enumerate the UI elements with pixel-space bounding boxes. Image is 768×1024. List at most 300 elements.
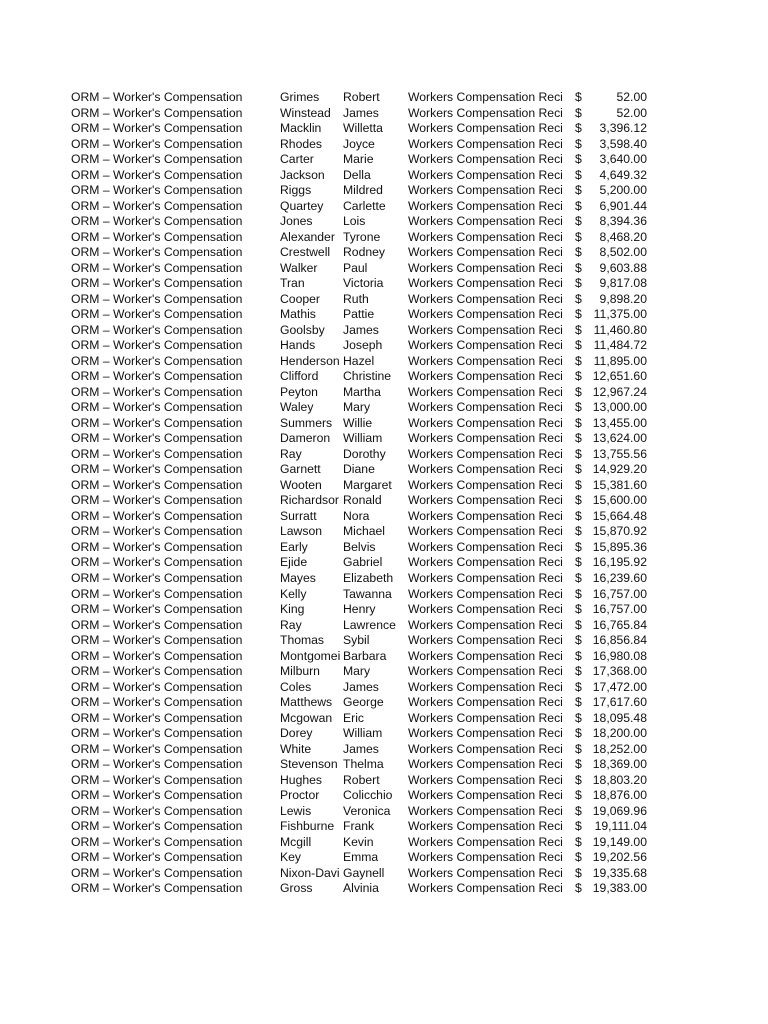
table-row	[71, 649, 661, 665]
first-name-cell: Pattie	[343, 307, 375, 322]
department-cell: ORM – Worker's Compensation	[71, 819, 243, 834]
department-cell: ORM – Worker's Compensation	[71, 276, 243, 291]
first-name-cell: Hazel	[343, 353, 375, 368]
last-name-cell: Ejide	[280, 555, 308, 570]
department-cell: ORM – Worker's Compensation	[71, 570, 243, 585]
payment-type-cell: Workers Compensation Reci	[408, 229, 563, 244]
payment-type-cell: Workers Compensation Reci	[408, 617, 563, 632]
last-name-cell: Waley	[280, 400, 314, 415]
last-name-cell: Clifford	[280, 369, 319, 384]
payment-type-cell: Workers Compensation Reci	[408, 198, 563, 213]
currency-symbol-cell: $	[575, 198, 582, 213]
table-row	[71, 152, 661, 168]
amount-cell: 16,757.00	[592, 602, 647, 617]
currency-symbol-cell: $	[575, 90, 582, 104]
department-cell: ORM – Worker's Compensation	[71, 291, 243, 306]
currency-symbol-cell: $	[575, 462, 582, 477]
amount-cell: 18,369.00	[592, 757, 647, 772]
table-row	[71, 664, 661, 680]
first-name-cell: Lawrence	[343, 617, 396, 632]
currency-symbol-cell: $	[575, 307, 582, 322]
payment-type-cell: Workers Compensation Reci	[408, 726, 563, 741]
currency-symbol-cell: $	[575, 353, 582, 368]
currency-symbol-cell: $	[575, 214, 582, 229]
last-name-cell: Henderson	[280, 353, 340, 368]
currency-symbol-cell: $	[575, 539, 582, 554]
table-row	[71, 711, 661, 727]
last-name-cell: Mcgill	[280, 834, 312, 849]
currency-symbol-cell: $	[575, 508, 582, 523]
amount-cell: 18,095.48	[592, 710, 647, 725]
currency-symbol-cell: $	[575, 772, 582, 787]
last-name-cell: Crestwell	[280, 245, 331, 260]
table-row	[71, 447, 661, 463]
department-cell: ORM – Worker's Compensation	[71, 105, 243, 120]
department-cell: ORM – Worker's Compensation	[71, 664, 243, 679]
amount-cell: 16,239.60	[592, 570, 647, 585]
amount-cell: 11,375.00	[593, 307, 647, 322]
table-row	[71, 199, 661, 215]
amount-cell: 16,856.84	[592, 633, 647, 648]
payment-type-cell: Workers Compensation Reci	[408, 183, 563, 198]
department-cell: ORM – Worker's Compensation	[71, 245, 243, 260]
currency-symbol-cell: $	[575, 850, 582, 865]
first-name-cell: Tawanna	[343, 586, 392, 601]
table-row	[71, 385, 661, 401]
first-name-cell: Mildred	[343, 183, 383, 198]
department-cell: ORM – Worker's Compensation	[71, 198, 243, 213]
amount-cell: 3,598.40	[599, 136, 647, 151]
currency-symbol-cell: $	[575, 384, 582, 399]
amount-cell: 13,624.00	[592, 431, 647, 446]
first-name-cell: Nora	[343, 508, 370, 523]
first-name-cell: James	[343, 322, 379, 337]
department-cell: ORM – Worker's Compensation	[71, 850, 243, 865]
first-name-cell: Della	[343, 167, 371, 182]
table-row	[71, 214, 661, 230]
first-name-cell: Carlette	[343, 198, 386, 213]
department-cell: ORM – Worker's Compensation	[71, 803, 243, 818]
amount-cell: 3,640.00	[599, 152, 647, 167]
department-cell: ORM – Worker's Compensation	[71, 741, 243, 756]
table-row	[71, 633, 661, 649]
last-name-cell: Dorey	[280, 726, 313, 741]
department-cell: ORM – Worker's Compensation	[71, 183, 243, 198]
first-name-cell: Mary	[343, 664, 371, 679]
department-cell: ORM – Worker's Compensation	[71, 772, 243, 787]
amount-cell: 15,381.60	[592, 477, 647, 492]
table-row	[71, 695, 661, 711]
department-cell: ORM – Worker's Compensation	[71, 384, 243, 399]
last-name-cell: Lewis	[280, 803, 312, 818]
last-name-cell: Jones	[280, 214, 313, 229]
last-name-cell: Key	[280, 850, 302, 865]
amount-cell: 18,200.00	[592, 726, 647, 741]
department-cell: ORM – Worker's Compensation	[71, 493, 243, 508]
amount-cell: 12,651.60	[592, 369, 647, 384]
data-table	[71, 90, 661, 897]
currency-symbol-cell: $	[575, 276, 582, 291]
last-name-cell: Hughes	[280, 772, 323, 787]
first-name-cell: Lois	[343, 214, 366, 229]
department-cell: ORM – Worker's Compensation	[71, 477, 243, 492]
amount-cell: 11,460.80	[593, 322, 647, 337]
payment-type-cell: Workers Compensation Reci	[408, 555, 563, 570]
payment-type-cell: Workers Compensation Reci	[408, 90, 563, 104]
payment-type-cell: Workers Compensation Reci	[408, 400, 563, 415]
payment-type-cell: Workers Compensation Reci	[408, 788, 563, 803]
payment-type-cell: Workers Compensation Reci	[408, 322, 563, 337]
first-name-cell: Mary	[343, 400, 371, 415]
currency-symbol-cell: $	[575, 617, 582, 632]
last-name-cell: Stevenson	[280, 757, 338, 772]
table-row	[71, 245, 661, 261]
department-cell: ORM – Worker's Compensation	[71, 400, 243, 415]
first-name-cell: Barbara	[343, 648, 387, 663]
amount-cell: 15,895.36	[592, 539, 647, 554]
payment-type-cell: Workers Compensation Reci	[408, 431, 563, 446]
last-name-cell: Summers	[280, 415, 333, 430]
table-row	[71, 819, 661, 835]
amount-cell: 9,898.20	[599, 291, 647, 306]
last-name-cell: Nixon-Davi	[280, 865, 340, 880]
currency-symbol-cell: $	[575, 570, 582, 585]
payment-type-cell: Workers Compensation Reci	[408, 152, 563, 167]
first-name-cell: Victoria	[343, 276, 384, 291]
payment-type-cell: Workers Compensation Reci	[408, 508, 563, 523]
last-name-cell: Lawson	[280, 524, 323, 539]
last-name-cell: Jackson	[280, 167, 325, 182]
table-row	[71, 230, 661, 246]
table-row	[71, 773, 661, 789]
table-row	[71, 850, 661, 866]
payment-type-cell: Workers Compensation Reci	[408, 865, 563, 880]
payment-type-cell: Workers Compensation Reci	[408, 586, 563, 601]
department-cell: ORM – Worker's Compensation	[71, 710, 243, 725]
payment-type-cell: Workers Compensation Reci	[408, 105, 563, 120]
department-cell: ORM – Worker's Compensation	[71, 338, 243, 353]
amount-cell: 16,195.92	[592, 555, 647, 570]
last-name-cell: Hands	[280, 338, 316, 353]
payment-type-cell: Workers Compensation Reci	[408, 167, 563, 182]
department-cell: ORM – Worker's Compensation	[71, 648, 243, 663]
first-name-cell: Sybil	[343, 633, 370, 648]
last-name-cell: Kelly	[280, 586, 307, 601]
first-name-cell: Alvinia	[343, 881, 379, 896]
currency-symbol-cell: $	[575, 121, 582, 136]
payment-type-cell: Workers Compensation Reci	[408, 570, 563, 585]
department-cell: ORM – Worker's Compensation	[71, 136, 243, 151]
amount-cell: 19,383.00	[592, 881, 647, 896]
amount-cell: 15,600.00	[592, 493, 647, 508]
amount-cell: 17,617.60	[592, 695, 647, 710]
table-row	[71, 587, 661, 603]
first-name-cell: Willie	[343, 415, 373, 430]
amount-cell: 13,755.56	[592, 446, 647, 461]
currency-symbol-cell: $	[575, 493, 582, 508]
payment-type-cell: Workers Compensation Reci	[408, 446, 563, 461]
payment-type-cell: Workers Compensation Reci	[408, 524, 563, 539]
payment-type-cell: Workers Compensation Reci	[408, 384, 563, 399]
payment-type-cell: Workers Compensation Reci	[408, 664, 563, 679]
table-row	[71, 509, 661, 525]
last-name-cell: Ray	[280, 617, 302, 632]
payment-type-cell: Workers Compensation Reci	[408, 121, 563, 136]
amount-cell: 8,468.20	[599, 229, 647, 244]
table-row	[71, 866, 661, 882]
table-row	[71, 462, 661, 478]
currency-symbol-cell: $	[575, 400, 582, 415]
payment-type-cell: Workers Compensation Reci	[408, 741, 563, 756]
table-row	[71, 804, 661, 820]
table-row	[71, 137, 661, 153]
payment-type-cell: Workers Compensation Reci	[408, 850, 563, 865]
first-name-cell: Ruth	[343, 291, 369, 306]
department-cell: ORM – Worker's Compensation	[71, 602, 243, 617]
department-cell: ORM – Worker's Compensation	[71, 90, 243, 104]
first-name-cell: Veronica	[343, 803, 391, 818]
department-cell: ORM – Worker's Compensation	[71, 586, 243, 601]
first-name-cell: Thelma	[343, 757, 384, 772]
currency-symbol-cell: $	[575, 664, 582, 679]
table-row	[71, 540, 661, 556]
amount-cell: 19,111.04	[594, 819, 647, 834]
currency-symbol-cell: $	[575, 338, 582, 353]
amount-cell: 6,901.44	[599, 198, 647, 213]
amount-cell: 12,967.24	[592, 384, 647, 399]
first-name-cell: Martha	[343, 384, 381, 399]
amount-cell: 17,368.00	[592, 664, 647, 679]
last-name-cell: Thomas	[280, 633, 325, 648]
payment-type-cell: Workers Compensation Reci	[408, 276, 563, 291]
table-row	[71, 493, 661, 509]
first-name-cell: George	[343, 695, 384, 710]
currency-symbol-cell: $	[575, 105, 582, 120]
currency-symbol-cell: $	[575, 834, 582, 849]
currency-symbol-cell: $	[575, 136, 582, 151]
amount-cell: 19,069.96	[592, 803, 647, 818]
last-name-cell: Riggs	[280, 183, 312, 198]
last-name-cell: Gross	[280, 881, 313, 896]
payment-type-cell: Workers Compensation Reci	[408, 415, 563, 430]
last-name-cell: White	[280, 741, 312, 756]
currency-symbol-cell: $	[575, 291, 582, 306]
table-row	[71, 338, 661, 354]
last-name-cell: Garnett	[280, 462, 321, 477]
table-row	[71, 90, 661, 106]
table-row	[71, 121, 661, 137]
amount-cell: 9,817.08	[599, 276, 647, 291]
table-row	[71, 354, 661, 370]
table-row	[71, 307, 661, 323]
last-name-cell: Fishburne	[280, 819, 335, 834]
department-cell: ORM – Worker's Compensation	[71, 307, 243, 322]
first-name-cell: Joseph	[343, 338, 383, 353]
last-name-cell: Rhodes	[280, 136, 323, 151]
currency-symbol-cell: $	[575, 648, 582, 663]
last-name-cell: King	[280, 602, 305, 617]
table-row	[71, 106, 661, 122]
last-name-cell: Surratt	[280, 508, 317, 523]
amount-cell: 11,484.72	[593, 338, 647, 353]
amount-cell: 11,895.00	[593, 353, 647, 368]
department-cell: ORM – Worker's Compensation	[71, 539, 243, 554]
currency-symbol-cell: $	[575, 229, 582, 244]
amount-cell: 5,200.00	[599, 183, 647, 198]
payment-type-cell: Workers Compensation Reci	[408, 834, 563, 849]
payment-type-cell: Workers Compensation Reci	[408, 819, 563, 834]
table-row	[71, 168, 661, 184]
payment-type-cell: Workers Compensation Reci	[408, 477, 563, 492]
table-row	[71, 788, 661, 804]
department-cell: ORM – Worker's Compensation	[71, 462, 243, 477]
currency-symbol-cell: $	[575, 788, 582, 803]
last-name-cell: Quartey	[280, 198, 324, 213]
payment-type-cell: Workers Compensation Reci	[408, 136, 563, 151]
amount-cell: 18,876.00	[592, 788, 647, 803]
department-cell: ORM – Worker's Compensation	[71, 353, 243, 368]
last-name-cell: Milburn	[280, 664, 320, 679]
department-cell: ORM – Worker's Compensation	[71, 865, 243, 880]
department-cell: ORM – Worker's Compensation	[71, 431, 243, 446]
first-name-cell: Rodney	[343, 245, 386, 260]
currency-symbol-cell: $	[575, 803, 582, 818]
first-name-cell: Emma	[343, 850, 379, 865]
first-name-cell: William	[343, 726, 383, 741]
department-cell: ORM – Worker's Compensation	[71, 524, 243, 539]
department-cell: ORM – Worker's Compensation	[71, 152, 243, 167]
first-name-cell: Belvis	[343, 539, 376, 554]
last-name-cell: Montgomei	[280, 648, 341, 663]
amount-cell: 15,664.48	[592, 508, 647, 523]
currency-symbol-cell: $	[575, 322, 582, 337]
currency-symbol-cell: $	[575, 586, 582, 601]
department-cell: ORM – Worker's Compensation	[71, 508, 243, 523]
currency-symbol-cell: $	[575, 881, 582, 896]
table-row	[71, 416, 661, 432]
first-name-cell: Henry	[343, 602, 376, 617]
currency-symbol-cell: $	[575, 695, 582, 710]
currency-symbol-cell: $	[575, 679, 582, 694]
currency-symbol-cell: $	[575, 710, 582, 725]
amount-cell: 52.00	[616, 105, 647, 120]
table-row	[71, 742, 661, 758]
amount-cell: 19,149.00	[592, 834, 647, 849]
amount-cell: 18,252.00	[592, 741, 647, 756]
amount-cell: 17,472.00	[592, 679, 647, 694]
payment-type-cell: Workers Compensation Reci	[408, 757, 563, 772]
payment-type-cell: Workers Compensation Reci	[408, 633, 563, 648]
amount-cell: 16,757.00	[592, 586, 647, 601]
last-name-cell: Peyton	[280, 384, 318, 399]
payment-type-cell: Workers Compensation Reci	[408, 881, 563, 896]
table-row	[71, 571, 661, 587]
table-row	[71, 555, 661, 571]
amount-cell: 13,000.00	[592, 400, 647, 415]
currency-symbol-cell: $	[575, 245, 582, 260]
first-name-cell: Christine	[343, 369, 392, 384]
amount-cell: 4,649.32	[599, 167, 647, 182]
payment-type-cell: Workers Compensation Reci	[408, 772, 563, 787]
payment-type-cell: Workers Compensation Reci	[408, 602, 563, 617]
department-cell: ORM – Worker's Compensation	[71, 555, 243, 570]
payment-type-cell: Workers Compensation Reci	[408, 369, 563, 384]
table-row	[71, 478, 661, 494]
last-name-cell: Early	[280, 539, 308, 554]
currency-symbol-cell: $	[575, 183, 582, 198]
department-cell: ORM – Worker's Compensation	[71, 757, 243, 772]
last-name-cell: Matthews	[280, 695, 333, 710]
last-name-cell: Walker	[280, 260, 318, 275]
currency-symbol-cell: $	[575, 167, 582, 182]
payment-type-cell: Workers Compensation Reci	[408, 648, 563, 663]
first-name-cell: James	[343, 105, 379, 120]
department-cell: ORM – Worker's Compensation	[71, 229, 243, 244]
payment-type-cell: Workers Compensation Reci	[408, 462, 563, 477]
amount-cell: 14,929.20	[592, 462, 647, 477]
last-name-cell: Alexander	[280, 229, 335, 244]
table-row	[71, 881, 661, 897]
amount-cell: 3,396.12	[599, 121, 647, 136]
payment-type-cell: Workers Compensation Reci	[408, 245, 563, 260]
department-cell: ORM – Worker's Compensation	[71, 788, 243, 803]
payment-type-cell: Workers Compensation Reci	[408, 338, 563, 353]
table-row	[71, 183, 661, 199]
first-name-cell: Robert	[343, 772, 380, 787]
currency-symbol-cell: $	[575, 633, 582, 648]
payment-type-cell: Workers Compensation Reci	[408, 679, 563, 694]
department-cell: ORM – Worker's Compensation	[71, 214, 243, 229]
first-name-cell: Margaret	[343, 477, 392, 492]
last-name-cell: Mathis	[280, 307, 316, 322]
currency-symbol-cell: $	[575, 446, 582, 461]
first-name-cell: Kevin	[343, 834, 374, 849]
first-name-cell: Michael	[343, 524, 385, 539]
table-row	[71, 835, 661, 851]
last-name-cell: Carter	[280, 152, 314, 167]
last-name-cell: Cooper	[280, 291, 320, 306]
department-cell: ORM – Worker's Compensation	[71, 260, 243, 275]
last-name-cell: Mayes	[280, 570, 316, 585]
department-cell: ORM – Worker's Compensation	[71, 679, 243, 694]
amount-cell: 15,870.92	[592, 524, 647, 539]
last-name-cell: Richardsor	[280, 493, 339, 508]
payment-type-cell: Workers Compensation Reci	[408, 803, 563, 818]
amount-cell: 8,394.36	[599, 214, 647, 229]
table-row	[71, 680, 661, 696]
last-name-cell: Proctor	[280, 788, 320, 803]
last-name-cell: Ray	[280, 446, 302, 461]
first-name-cell: Willetta	[343, 121, 383, 136]
table-row	[71, 323, 661, 339]
first-name-cell: Frank	[343, 819, 375, 834]
currency-symbol-cell: $	[575, 415, 582, 430]
department-cell: ORM – Worker's Compensation	[71, 726, 243, 741]
table-row	[71, 524, 661, 540]
last-name-cell: Dameron	[280, 431, 331, 446]
payment-type-cell: Workers Compensation Reci	[408, 493, 563, 508]
department-cell: ORM – Worker's Compensation	[71, 617, 243, 632]
payment-type-cell: Workers Compensation Reci	[408, 695, 563, 710]
first-name-cell: Joyce	[343, 136, 375, 151]
payment-type-cell: Workers Compensation Reci	[408, 291, 563, 306]
department-cell: ORM – Worker's Compensation	[71, 834, 243, 849]
department-cell: ORM – Worker's Compensation	[71, 633, 243, 648]
amount-cell: 13,455.00	[592, 415, 647, 430]
table-row	[71, 726, 661, 742]
table-row	[71, 618, 661, 634]
currency-symbol-cell: $	[575, 369, 582, 384]
